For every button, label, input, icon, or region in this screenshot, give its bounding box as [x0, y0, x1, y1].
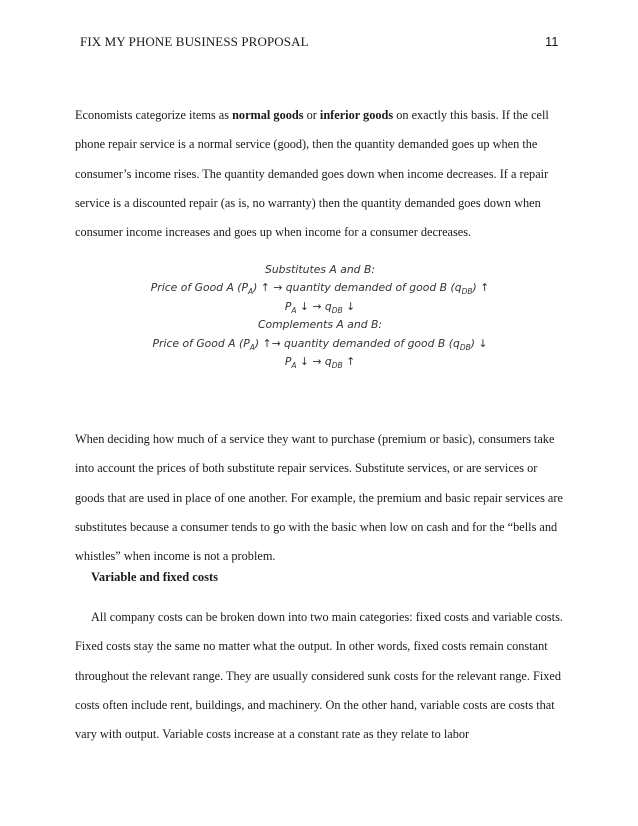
formula-substitutes-price-up: Price of Good A $(P_A)$ ↑ → quantity demanded of good B $(q_{DB})$ ↑ — [150, 281, 490, 297]
formula-block — [75, 261, 565, 371]
section-heading: Variable and fixed costs — [91, 570, 218, 584]
formula-complements-price-up: Price of Good A $(P_A)$ ↑→ quantity demanded of good B $(q_{DB})$ ↓ — [152, 336, 488, 352]
header-title: FIX MY PHONE BUSINESS PROPOSAL — [80, 34, 309, 49]
formula-substitutes-price-down: $P_A$ ↓ → $q_{DB}$ ↓ — [284, 299, 356, 315]
formula-complements-title: Complements A and B: — [257, 318, 383, 332]
term-inferior-goods: inferior goods — [319, 108, 394, 122]
text: or — [303, 108, 320, 122]
page-number: 11 — [545, 34, 559, 49]
paragraph-normal-inferior-goods — [75, 101, 565, 247]
paragraph-substitute-services: When deciding how much of a service they want to purchase (premium or basic), consumers take into account the prices of both substitute repair services. Substitute services, or are services or goods that are used in place of one another. For example, the premium and basic repair services are substitutes because a consumer tends to go with the basic when low on cash and for the “bells and whistles” when income is not a problem. — [75, 432, 563, 564]
text: Economists categorize items as — [75, 108, 233, 122]
paragraph-fixed-variable-costs: All company costs can be broken down into two main categories: fixed costs and variable costs. Fixed costs stay the same no matter what the output. In other words, fixed costs remain constant throughout the relevant range. They are usually considered sunk costs for the relevant range. Fixed costs often include rent, buildings, and machinery. On the other hand, variable costs are costs that vary with output. Variable costs increase at a constant rate as they relate to labor — [75, 610, 563, 742]
formula-substitutes-title: Substitutes A and B: — [264, 263, 376, 276]
text: on exactly this basis. If the cell phone repair service is a normal service (good), then the quantity demanded goes up when the consumer’s income rises. The quantity demanded goes down when income decreases. If a repair service is a discounted repair (as is, no warranty) then the quantity demanded goes down when consumer income increases and goes up when income for a consumer decreases. — [75, 108, 549, 240]
formula-complements-price-down: $P_A$ ↓ → $q_{DB}$ ↑ — [284, 354, 356, 371]
term-normal-goods: normal goods — [232, 108, 304, 122]
